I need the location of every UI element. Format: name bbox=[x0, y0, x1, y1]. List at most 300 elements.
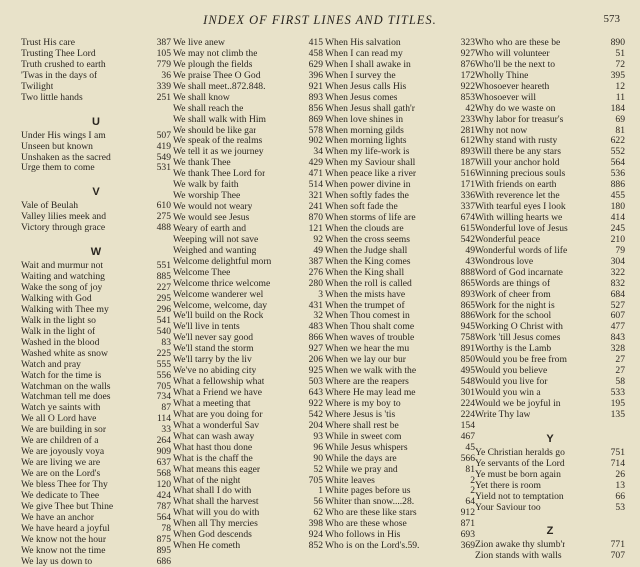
hymn-first-line: What shall the harvest bbox=[173, 497, 259, 508]
hymn-first-line: What is the chaff the bbox=[173, 454, 253, 465]
hymn-first-line: What can wash away bbox=[173, 432, 254, 443]
hymn-number: 27 bbox=[605, 366, 625, 377]
hymn-first-line: Would we be joyful in bbox=[475, 399, 561, 410]
hymn-first-line: Watchman on the walls bbox=[21, 382, 111, 393]
section-letter: Z bbox=[475, 522, 625, 540]
hymn-first-line: Washed in the blood bbox=[21, 338, 99, 349]
hymn-first-line: We speak of the realms bbox=[173, 136, 262, 147]
hymn-number: 251 bbox=[151, 93, 171, 104]
hymn-number: 83 bbox=[151, 338, 171, 349]
hymn-first-line: Who follows in His bbox=[325, 530, 400, 541]
hymn-first-line: We lay us down to bbox=[21, 557, 92, 567]
index-entry bbox=[21, 557, 171, 567]
hymn-first-line: Victory through grace bbox=[21, 223, 105, 234]
section-gap bbox=[21, 234, 171, 243]
hymn-number: 925 bbox=[303, 366, 323, 377]
hymn-number: 92 bbox=[303, 235, 323, 246]
hymn-first-line: Valley lilies meek and bbox=[21, 212, 106, 223]
index-entry bbox=[21, 371, 171, 382]
hymn-number: 886 bbox=[605, 180, 625, 191]
hymn-first-line: What are you doing for bbox=[173, 410, 263, 421]
section-letter: U bbox=[21, 113, 171, 131]
hymn-number: 869 bbox=[303, 115, 323, 126]
hymn-first-line: What shall I do with bbox=[173, 486, 251, 497]
index-entry bbox=[325, 399, 475, 410]
hymn-first-line: Wait and murmur not bbox=[21, 261, 103, 272]
index-entry bbox=[475, 540, 625, 551]
index-entry bbox=[325, 104, 475, 115]
hymn-first-line: Who are these like stars bbox=[325, 508, 417, 519]
index-entry bbox=[325, 377, 475, 388]
hymn-first-line: We praise Thee O God bbox=[173, 71, 261, 82]
hymn-number: 876 bbox=[455, 60, 475, 71]
section-gap bbox=[21, 174, 171, 183]
hymn-number: 875 bbox=[151, 535, 171, 546]
index-entry bbox=[475, 246, 625, 257]
index-entry bbox=[325, 71, 475, 82]
hymn-first-line: When the roll is called bbox=[325, 279, 412, 290]
hymn-first-line: Waiting and watching bbox=[21, 272, 105, 283]
index-entry bbox=[21, 327, 171, 338]
hymn-first-line: When waves of trouble bbox=[325, 333, 414, 344]
index-entry bbox=[21, 93, 171, 104]
index-entry bbox=[475, 180, 625, 191]
hymn-first-line: Why do we waste on bbox=[475, 104, 555, 115]
hymn-first-line: When the trumpet of bbox=[325, 301, 405, 312]
hymn-first-line: Zion stands with walls bbox=[475, 551, 562, 562]
hymn-first-line: While in sweet com bbox=[325, 432, 401, 443]
hymn-first-line: Where He may lead me bbox=[325, 388, 416, 399]
hymn-number: 184 bbox=[605, 104, 625, 115]
hymn-first-line: What of the night bbox=[173, 476, 240, 487]
hymn-number: 195 bbox=[605, 399, 625, 410]
hymn-first-line: What will you do with bbox=[173, 508, 259, 519]
hymn-first-line: Where are the reapers bbox=[325, 377, 409, 388]
hymn-number: 301 bbox=[455, 388, 475, 399]
hymn-number: 610 bbox=[151, 201, 171, 212]
hymn-first-line: When we lay our bur bbox=[325, 355, 406, 366]
hymn-number: 32 bbox=[303, 311, 323, 322]
index-entry bbox=[475, 104, 625, 115]
hymn-first-line: Watch and pray bbox=[21, 360, 81, 371]
hymn-first-line: When power divine in bbox=[325, 180, 411, 191]
hymn-first-line: Ye Christian heralds go bbox=[475, 448, 565, 459]
hymn-number: 556 bbox=[151, 371, 171, 382]
hymn-first-line: With willing hearts we bbox=[475, 213, 562, 224]
index-entry bbox=[325, 246, 475, 257]
hymn-number: 622 bbox=[605, 136, 625, 147]
hymn-number: 387 bbox=[151, 38, 171, 49]
hymn-first-line: When Jesus comes bbox=[325, 93, 397, 104]
hymn-first-line: We have an anchor bbox=[21, 513, 94, 524]
hymn-number: 2 bbox=[455, 486, 475, 497]
index-entry bbox=[173, 235, 323, 246]
index-entry bbox=[173, 519, 323, 530]
index-entry bbox=[475, 322, 625, 333]
hymn-number: 536 bbox=[605, 169, 625, 180]
index-entry bbox=[325, 497, 475, 508]
hymn-first-line: Who will volunteer bbox=[475, 49, 550, 60]
index-entry bbox=[173, 355, 323, 366]
hymn-number: 686 bbox=[151, 557, 171, 567]
hymn-number: 154 bbox=[455, 421, 475, 432]
hymn-number: 922 bbox=[455, 82, 475, 93]
index-entry bbox=[325, 169, 475, 180]
hymn-first-line: Work of cheer from bbox=[475, 290, 551, 301]
index-entry bbox=[475, 191, 625, 202]
hymn-number: 206 bbox=[303, 355, 323, 366]
index-entry bbox=[173, 213, 323, 224]
index-entry bbox=[173, 311, 323, 322]
hymn-first-line: Where is my boy to bbox=[325, 399, 401, 410]
hymn-number: 387 bbox=[303, 257, 323, 268]
hymn-number: 888 bbox=[455, 268, 475, 279]
index-entry bbox=[173, 497, 323, 508]
index-entry bbox=[325, 82, 475, 93]
hymn-number: 684 bbox=[605, 290, 625, 301]
hymn-number: 78 bbox=[151, 524, 171, 535]
index-entry bbox=[325, 311, 475, 322]
index-entry bbox=[475, 136, 625, 147]
hymn-number: 337 bbox=[455, 202, 475, 213]
section-letter: V bbox=[21, 183, 171, 201]
index-entry bbox=[173, 136, 323, 147]
hymn-number: 612 bbox=[455, 136, 475, 147]
hymn-first-line: Trusting Thee Lord bbox=[21, 49, 96, 60]
hymn-number: 832 bbox=[605, 279, 625, 290]
hymn-number: 693 bbox=[455, 530, 475, 541]
index-columns bbox=[21, 38, 633, 486]
index-entry bbox=[173, 224, 323, 235]
index-entry bbox=[21, 272, 171, 283]
hymn-number: 241 bbox=[303, 202, 323, 213]
index-entry bbox=[325, 366, 475, 377]
hymn-first-line: Who who are these be bbox=[475, 38, 560, 49]
hymn-first-line: We tell it as we journey bbox=[173, 147, 264, 158]
hymn-first-line: Winning precious souls bbox=[475, 169, 565, 180]
hymn-first-line: When Jesus shall gath'r bbox=[325, 104, 415, 115]
index-entry bbox=[173, 454, 323, 465]
index-entry bbox=[475, 470, 625, 481]
hymn-first-line: Welcome delightful morn bbox=[173, 257, 271, 268]
hymn-number: 281 bbox=[455, 126, 475, 137]
hymn-first-line: Why labor for treasur's bbox=[475, 115, 563, 126]
index-entry bbox=[21, 458, 171, 469]
hymn-first-line: When Thou shalt come bbox=[325, 322, 414, 333]
index-entry bbox=[325, 344, 475, 355]
index-column-2 bbox=[173, 38, 323, 552]
hymn-number: 922 bbox=[303, 399, 323, 410]
index-entry bbox=[173, 388, 323, 399]
index-entry bbox=[173, 421, 323, 432]
hymn-number: 52 bbox=[303, 465, 323, 476]
index-entry bbox=[173, 377, 323, 388]
hymn-number: 852 bbox=[303, 541, 323, 552]
hymn-first-line: We've no abiding city bbox=[173, 366, 256, 377]
hymn-number: 856 bbox=[303, 104, 323, 115]
hymn-number: 912 bbox=[455, 508, 475, 519]
index-entry bbox=[173, 126, 323, 137]
index-entry bbox=[21, 524, 171, 535]
index-entry bbox=[325, 115, 475, 126]
hymn-number: 850 bbox=[455, 355, 475, 366]
index-entry bbox=[325, 158, 475, 169]
index-entry bbox=[475, 93, 625, 104]
hymn-first-line: What a fellowship what bbox=[173, 377, 264, 388]
hymn-number: 886 bbox=[455, 311, 475, 322]
hymn-first-line: We are building in sor bbox=[21, 425, 106, 436]
hymn-number: 51 bbox=[605, 49, 625, 60]
hymn-first-line: While we pray and bbox=[325, 465, 398, 476]
hymn-number: 527 bbox=[605, 301, 625, 312]
index-entry bbox=[21, 502, 171, 513]
index-entry bbox=[475, 333, 625, 344]
hymn-number: 322 bbox=[605, 268, 625, 279]
hymn-first-line: When the King comes bbox=[325, 257, 411, 268]
index-entry bbox=[475, 71, 625, 82]
hymn-number: 227 bbox=[151, 283, 171, 294]
hymn-number: 866 bbox=[303, 333, 323, 344]
index-entry bbox=[21, 469, 171, 480]
hymn-first-line: Who are these whose bbox=[325, 519, 407, 530]
hymn-first-line: Welcome thrice welcome bbox=[173, 279, 270, 290]
hymn-first-line: When the cross seems bbox=[325, 235, 410, 246]
index-entry bbox=[325, 432, 475, 443]
hymn-number: 96 bbox=[303, 443, 323, 454]
hymn-first-line: 'Twas in the days of bbox=[21, 71, 97, 82]
hymn-number: 885 bbox=[151, 272, 171, 283]
index-entry bbox=[21, 338, 171, 349]
hymn-number: 187 bbox=[455, 158, 475, 169]
hymn-number: 27 bbox=[605, 355, 625, 366]
hymn-first-line: When all Thy mercies bbox=[173, 519, 258, 530]
hymn-number: 471 bbox=[303, 169, 323, 180]
hymn-first-line: Ye must be born again bbox=[475, 470, 561, 481]
index-entry bbox=[173, 530, 323, 541]
index-entry bbox=[173, 333, 323, 344]
index-entry bbox=[325, 268, 475, 279]
index-entry bbox=[475, 459, 625, 470]
hymn-number: 895 bbox=[151, 546, 171, 557]
hymn-first-line: Unseen but known bbox=[21, 142, 93, 153]
hymn-number: 264 bbox=[151, 436, 171, 447]
hymn-first-line: Will there be any stars bbox=[475, 147, 561, 158]
index-entry bbox=[21, 261, 171, 272]
hymn-first-line: We thank Thee Lord for bbox=[173, 169, 265, 180]
hymn-first-line: When soft fade the bbox=[325, 202, 398, 213]
hymn-first-line: When Thou comest in bbox=[325, 311, 410, 322]
hymn-first-line: While the days are bbox=[325, 454, 397, 465]
index-entry bbox=[173, 322, 323, 333]
hymn-first-line: When my life-work is bbox=[325, 147, 409, 158]
hymn-number: 280 bbox=[303, 279, 323, 290]
hymn-first-line: Watchman tell me does bbox=[21, 392, 111, 403]
index-entry bbox=[325, 443, 475, 454]
hymn-number: 224 bbox=[455, 410, 475, 421]
hymn-number: 674 bbox=[455, 213, 475, 224]
hymn-first-line: Word of God incarnate bbox=[475, 268, 563, 279]
hymn-number: 81 bbox=[605, 126, 625, 137]
hymn-number: 13 bbox=[605, 481, 625, 492]
index-entry bbox=[475, 224, 625, 235]
hymn-number: 1 bbox=[303, 486, 323, 497]
hymn-number: 615 bbox=[455, 224, 475, 235]
hymn-first-line: We'll never say good bbox=[173, 333, 253, 344]
hymn-number: 909 bbox=[151, 447, 171, 458]
index-entry bbox=[475, 388, 625, 399]
hymn-first-line: We bless Thee for Thy bbox=[21, 480, 108, 491]
index-entry bbox=[475, 202, 625, 213]
index-entry bbox=[475, 38, 625, 49]
index-entry bbox=[325, 519, 475, 530]
hymn-first-line: Yet there is room bbox=[475, 481, 541, 492]
index-column-1 bbox=[21, 38, 171, 567]
hymn-number: 79 bbox=[605, 246, 625, 257]
index-entry bbox=[21, 392, 171, 403]
index-entry bbox=[173, 268, 323, 279]
index-entry bbox=[173, 465, 323, 476]
hymn-first-line: We walk by faith bbox=[173, 180, 239, 191]
hymn-first-line: Under His wings I am bbox=[21, 131, 106, 142]
hymn-number: 542 bbox=[303, 410, 323, 421]
index-entry bbox=[173, 60, 323, 71]
hymn-first-line: Who is on the Lord's.59. bbox=[325, 541, 419, 552]
hymn-number: 56 bbox=[303, 497, 323, 508]
hymn-first-line: While Jesus whispers bbox=[325, 443, 408, 454]
hymn-number: 26 bbox=[605, 470, 625, 481]
hymn-number: 43 bbox=[455, 257, 475, 268]
index-entry bbox=[325, 476, 475, 487]
hymn-first-line: What a meeting that bbox=[173, 399, 251, 410]
hymn-first-line: Trust His care bbox=[21, 38, 75, 49]
hymn-number: 853 bbox=[455, 93, 475, 104]
index-entry bbox=[173, 38, 323, 49]
index-entry bbox=[173, 432, 323, 443]
index-entry bbox=[475, 311, 625, 322]
hymn-number: 34 bbox=[303, 147, 323, 158]
hymn-number: 516 bbox=[455, 169, 475, 180]
page-header bbox=[0, 13, 640, 29]
hymn-number: 890 bbox=[605, 38, 625, 49]
hymn-number: 870 bbox=[303, 213, 323, 224]
hymn-first-line: Weighed and wanting bbox=[173, 246, 256, 257]
index-entry bbox=[325, 180, 475, 191]
hymn-number: 45 bbox=[455, 443, 475, 454]
hymn-number: 787 bbox=[151, 502, 171, 513]
hymn-number: 424 bbox=[151, 491, 171, 502]
hymn-first-line: Wonderful peace bbox=[475, 235, 540, 246]
index-entry bbox=[325, 388, 475, 399]
index-entry bbox=[325, 49, 475, 60]
hymn-number: 210 bbox=[605, 235, 625, 246]
hymn-first-line: Working O Christ with bbox=[475, 322, 563, 333]
index-entry bbox=[475, 290, 625, 301]
hymn-number: 566 bbox=[455, 454, 475, 465]
hymn-number: 396 bbox=[303, 71, 323, 82]
hymn-first-line: Whosoever will bbox=[475, 93, 536, 104]
hymn-number: 114 bbox=[151, 414, 171, 425]
hymn-number: 276 bbox=[303, 268, 323, 279]
index-entry bbox=[21, 153, 171, 164]
hymn-first-line: With reverence let the bbox=[475, 191, 560, 202]
index-entry bbox=[325, 279, 475, 290]
hymn-first-line: Weary of earth and bbox=[173, 224, 246, 235]
index-entry bbox=[173, 508, 323, 519]
hymn-first-line: Weeping will not save bbox=[173, 235, 258, 246]
hymn-number: 58 bbox=[605, 377, 625, 388]
hymn-first-line: With tearful eyes I look bbox=[475, 202, 566, 213]
index-entry bbox=[21, 212, 171, 223]
index-entry bbox=[325, 93, 475, 104]
index-entry bbox=[475, 344, 625, 355]
hymn-number: 33 bbox=[151, 425, 171, 436]
hymn-number: 771 bbox=[605, 540, 625, 551]
hymn-number: 477 bbox=[605, 322, 625, 333]
hymn-number: 171 bbox=[455, 180, 475, 191]
index-entry bbox=[173, 486, 323, 497]
index-entry bbox=[21, 283, 171, 294]
index-entry bbox=[21, 316, 171, 327]
index-entry bbox=[475, 147, 625, 158]
section-gap bbox=[475, 513, 625, 522]
index-entry bbox=[21, 294, 171, 305]
index-entry bbox=[21, 513, 171, 524]
hymn-number: 120 bbox=[151, 480, 171, 491]
hymn-number: 779 bbox=[151, 60, 171, 71]
hymn-first-line: Watch for the time is bbox=[21, 371, 101, 382]
index-entry bbox=[173, 104, 323, 115]
index-entry bbox=[475, 235, 625, 246]
hymn-first-line: Washed white as snow bbox=[21, 349, 108, 360]
section-letter: W bbox=[21, 243, 171, 261]
hymn-first-line: Welcome wanderer wel bbox=[173, 290, 263, 301]
hymn-first-line: When love shines in bbox=[325, 115, 403, 126]
hymn-first-line: We may not climb the bbox=[173, 49, 257, 60]
index-entry bbox=[21, 38, 171, 49]
index-entry bbox=[325, 290, 475, 301]
hymn-number: 514 bbox=[303, 180, 323, 191]
hymn-first-line: We shall reach the bbox=[173, 104, 243, 115]
hymn-first-line: When God descends bbox=[173, 530, 252, 541]
index-entry bbox=[21, 349, 171, 360]
hymn-number: 323 bbox=[455, 38, 475, 49]
hymn-first-line: What hast thou done bbox=[173, 443, 252, 454]
index-entry bbox=[325, 235, 475, 246]
hymn-first-line: We know not the time bbox=[21, 546, 106, 557]
index-entry bbox=[475, 503, 625, 514]
hymn-number: 507 bbox=[151, 131, 171, 142]
hymn-number: 902 bbox=[303, 136, 323, 147]
hymn-number: 568 bbox=[151, 469, 171, 480]
hymn-first-line: When we hear the mu bbox=[325, 344, 409, 355]
hymn-number: 398 bbox=[303, 519, 323, 530]
hymn-first-line: When the mists have bbox=[325, 290, 405, 301]
hymn-number: 758 bbox=[455, 333, 475, 344]
hymn-first-line: We dedicate to Thee bbox=[21, 491, 99, 502]
hymn-first-line: We shall meet..872.848. bbox=[173, 82, 265, 93]
hymn-number: 419 bbox=[151, 142, 171, 153]
hymn-number: 69 bbox=[605, 115, 625, 126]
hymn-number: 578 bbox=[303, 126, 323, 137]
index-entry bbox=[173, 158, 323, 169]
hymn-first-line: When I shall awake in bbox=[325, 60, 411, 71]
index-entry bbox=[325, 60, 475, 71]
index-column-4 bbox=[475, 38, 625, 562]
index-entry bbox=[21, 546, 171, 557]
hymn-number: 62 bbox=[303, 508, 323, 519]
index-entry bbox=[173, 202, 323, 213]
index-entry bbox=[475, 551, 625, 562]
